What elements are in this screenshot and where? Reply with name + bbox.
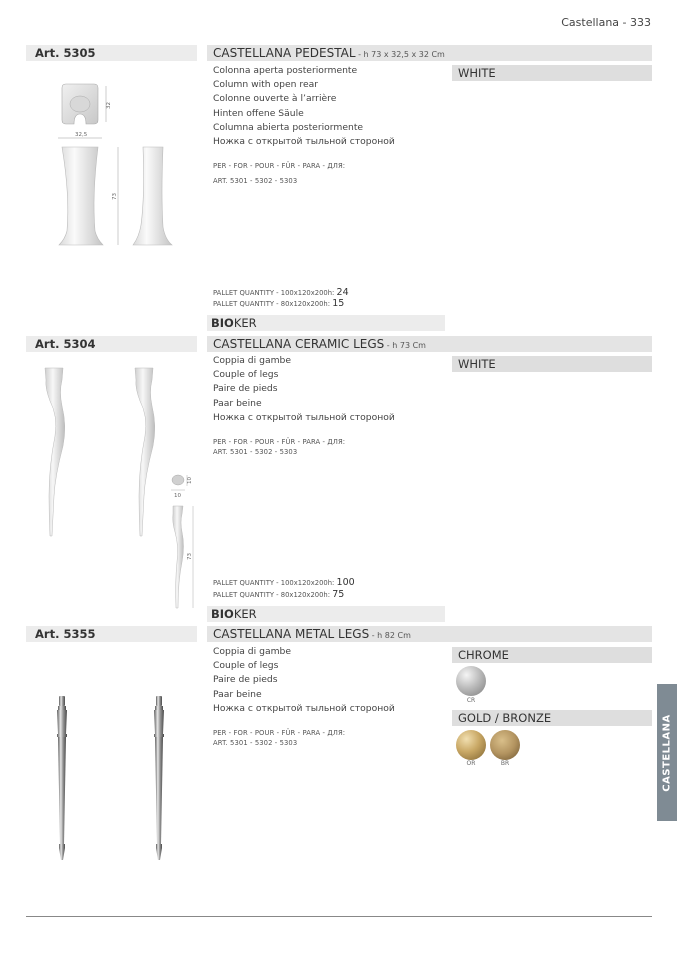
section-side-tab: [657, 684, 677, 821]
description-de: Hinten offene Säule: [213, 107, 304, 119]
pallet-quantity-2: [213, 299, 344, 310]
swatch-bronze: [490, 730, 520, 760]
description-list: [213, 645, 395, 716]
product-name: CASTELLANA CERAMIC LEGS: [213, 337, 385, 351]
compat-for-label: PER - FOR - POUR - FÜR - PARA - ДЛЯ:: [213, 729, 346, 737]
description-list: [213, 354, 395, 425]
pallet-qty: 75: [332, 589, 345, 600]
art-number: Art. 5355: [35, 627, 96, 641]
description-fr: Paire de pieds: [213, 383, 278, 395]
swatch-gold: [456, 730, 486, 760]
description-fr: Colonne ouverte à l’arrière: [213, 93, 337, 105]
description-list: [213, 64, 395, 149]
swatch-code: OR: [466, 760, 476, 767]
product-title: [213, 336, 426, 354]
color-white: WHITE: [452, 65, 652, 81]
ceramic-legs-drawing: [35, 366, 200, 611]
description-en: Column with open rear: [213, 79, 319, 91]
bioker-label: [207, 315, 445, 331]
description-es: Columna abierta posteriormente: [213, 121, 364, 133]
pallet-quantity-2: [213, 590, 344, 601]
product-dimensions: - h 73 Cm: [384, 341, 426, 350]
metal-legs-drawing: [50, 694, 175, 864]
pallet-qty: 15: [332, 298, 345, 309]
dim-width: 10: [174, 493, 181, 499]
compat-articles: ART. 5301 - 5302 - 5303: [213, 448, 298, 456]
description-it: Coppia di gambe: [213, 646, 292, 657]
description-ru: Ножка с открытой тыльной стороной: [213, 135, 395, 147]
product-name: CASTELLANA METAL LEGS: [213, 627, 370, 641]
product-name: CASTELLANA PEDESTAL: [213, 46, 356, 60]
dim-width: 32,5: [75, 132, 88, 138]
pedestal-front-side-view: [55, 145, 180, 249]
pallet-qty: 100: [336, 577, 355, 588]
dim-height: 73: [187, 553, 193, 560]
pallet-quantity-1: [213, 288, 349, 299]
dim-depth: 10: [187, 477, 193, 484]
pallet-qty: 24: [336, 287, 349, 298]
pedestal-top-view: [50, 80, 130, 146]
compat-for-label: PER - FOR - POUR - FÜR - PARA - ДЛЯ:: [213, 162, 346, 170]
product-dimensions: - h 73 x 32,5 x 32 Cm: [355, 50, 445, 59]
finish-chrome: CHROME: [452, 647, 652, 663]
description-en: Couple of legs: [213, 369, 279, 381]
art-number: Art. 5305: [35, 46, 96, 60]
compat-articles: ART. 5301 - 5302 - 5303: [213, 177, 298, 185]
pallet-label: PALLET QUANTITY - 100x120x200h:: [213, 579, 335, 587]
description-de: Paar beine: [213, 397, 262, 409]
description-ru: Ножка с открытой тыльной стороной: [213, 411, 395, 423]
pallet-quantity-1: [213, 578, 355, 589]
finish-gold-bronze: GOLD / BRONZE: [452, 710, 652, 726]
footer-divider: [26, 916, 652, 917]
bioker-suffix: KER: [233, 316, 257, 330]
pallet-label: PALLET QUANTITY - 80x120x200h:: [213, 300, 331, 308]
color-white: WHITE: [452, 356, 652, 372]
compat-articles: ART. 5301 - 5302 - 5303: [213, 739, 298, 747]
swatch-chrome: [456, 666, 486, 696]
pallet-label: PALLET QUANTITY - 100x120x200h:: [213, 289, 335, 297]
description-en: Couple of legs: [213, 660, 279, 672]
swatch-code: BR: [500, 760, 510, 767]
section-side-tab-label: CASTELLANA: [661, 713, 673, 792]
bioker-prefix: BIO: [211, 316, 234, 330]
description-it: Colonna aperta posteriormente: [213, 65, 358, 76]
description-fr: Paire de pieds: [213, 674, 278, 686]
compat-for-label: PER - FOR - POUR - FÜR - PARA - ДЛЯ:: [213, 438, 346, 446]
swatch-code: CR: [466, 697, 476, 704]
description-de: Paar beine: [213, 688, 262, 700]
bioker-prefix: BIO: [211, 607, 234, 621]
pallet-label: PALLET QUANTITY - 80x120x200h:: [213, 591, 331, 599]
bioker-label: [207, 606, 445, 622]
art-number: Art. 5304: [35, 337, 96, 351]
page-header: Castellana - 333: [561, 16, 651, 29]
product-title: [213, 45, 445, 63]
description-it: Coppia di gambe: [213, 355, 292, 366]
bioker-suffix: KER: [233, 607, 257, 621]
description-ru: Ножка с открытой тыльной стороной: [213, 702, 395, 714]
product-dimensions: - h 82 Cm: [369, 631, 411, 640]
metal-leg-2: [154, 696, 164, 860]
dim-height: 73: [112, 193, 118, 200]
dim-depth: 32: [106, 102, 112, 109]
metal-leg-1: [57, 696, 67, 860]
product-title: [213, 626, 411, 644]
